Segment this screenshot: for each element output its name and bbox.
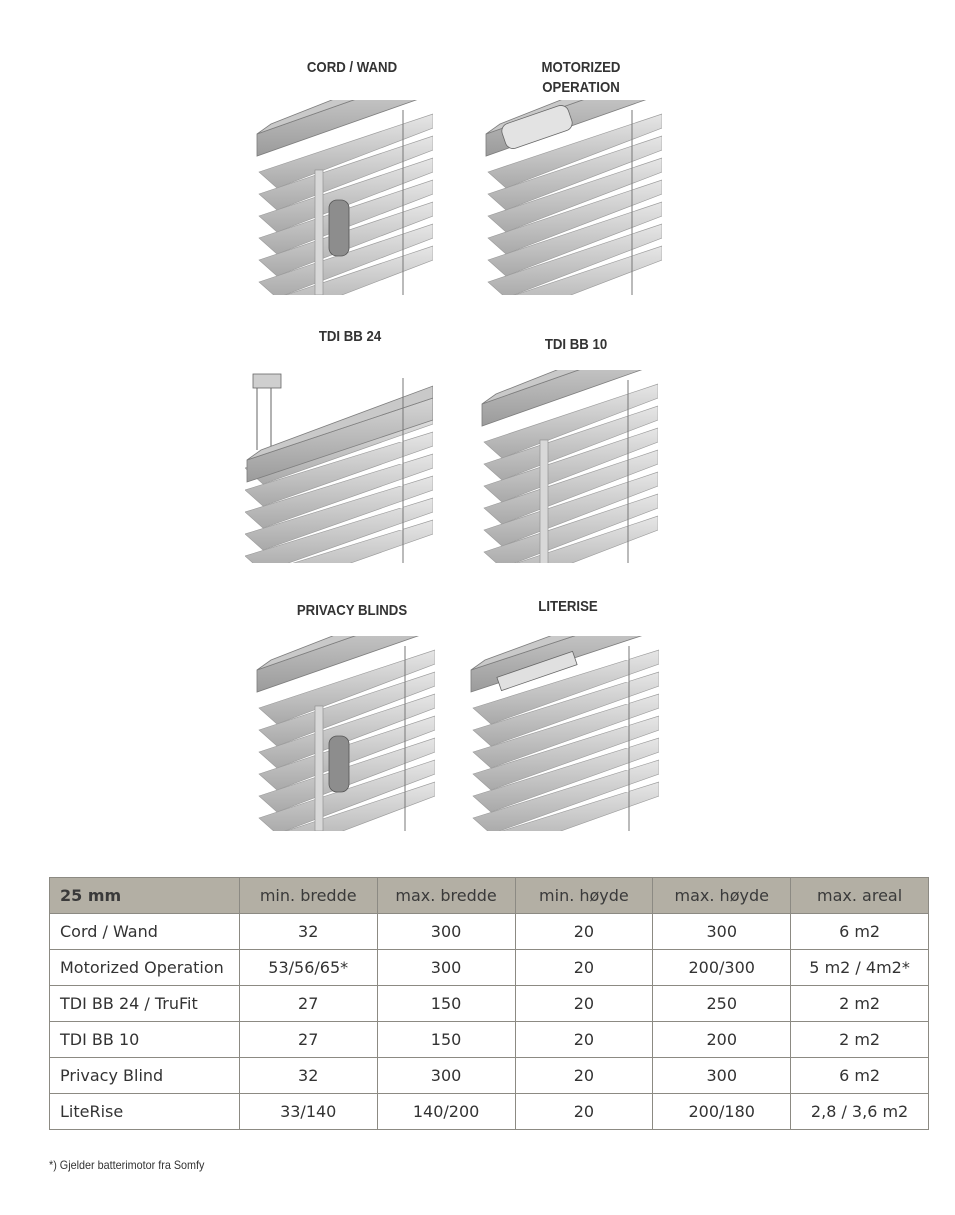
table-cell: 27 <box>239 1022 377 1058</box>
label-privacy-blinds: PRIVACY BLINDS <box>296 602 408 619</box>
ladder-hole <box>626 232 632 234</box>
table-cell: 200/180 <box>653 1094 791 1130</box>
header-cell: max. bredde <box>377 878 515 914</box>
table-cell: Privacy Blind <box>50 1058 240 1094</box>
ladder-hole <box>623 702 629 704</box>
ladder-hole <box>623 724 629 726</box>
table-header-row <box>50 878 929 914</box>
table-cell: 300 <box>653 1058 791 1094</box>
label-cord-wand: CORD / WAND <box>306 59 398 76</box>
ladder-hole <box>397 254 403 256</box>
ladder-hole <box>397 232 403 234</box>
table-cell: 300 <box>377 914 515 950</box>
ladder-hole <box>399 658 405 660</box>
ladder-hole <box>622 436 628 438</box>
table-cell: 32 <box>239 914 377 950</box>
ladder-hole <box>399 768 405 770</box>
ladder-hole <box>626 166 632 168</box>
table-cell: 20 <box>515 914 653 950</box>
header-cell: max. areal <box>791 878 929 914</box>
table-cell: TDI BB 10 <box>50 1022 240 1058</box>
ladder-hole <box>623 658 629 660</box>
table-cell: 300 <box>377 1058 515 1094</box>
table-cell: 6 m2 <box>791 914 929 950</box>
table-cell: 2 m2 <box>791 1022 929 1058</box>
table-cell: 32 <box>239 1058 377 1094</box>
table-row <box>50 1058 929 1094</box>
table-cell: 2,8 / 3,6 m2 <box>791 1094 929 1130</box>
ladder-hole <box>622 524 628 526</box>
ladder-hole <box>397 122 403 124</box>
label-tdi-bb-10: TDI BB 10 <box>544 336 608 353</box>
table-cell: 33/140 <box>239 1094 377 1130</box>
header-cell: max. høyde <box>653 878 791 914</box>
literise-blind-illustration <box>467 636 659 831</box>
table-row <box>50 1022 929 1058</box>
table-cell: 27 <box>239 986 377 1022</box>
ladder-hole <box>623 768 629 770</box>
header-cell: min. bredde <box>239 878 377 914</box>
table-cell: Cord / Wand <box>50 914 240 950</box>
ladder-hole <box>626 188 632 190</box>
ladder-hole <box>397 440 403 442</box>
ladder-hole <box>399 724 405 726</box>
header-cell: min. høyde <box>515 878 653 914</box>
ladder-hole <box>399 680 405 682</box>
table-row <box>50 950 929 986</box>
tdi-bb-24-blind-illustration <box>245 368 433 563</box>
wand <box>540 440 548 563</box>
ladder-hole <box>397 188 403 190</box>
table-cell: 20 <box>515 1022 653 1058</box>
table-cell: 20 <box>515 1058 653 1094</box>
table-cell: 53/56/65* <box>239 950 377 986</box>
table-cell: 150 <box>377 986 515 1022</box>
ladder-hole <box>399 702 405 704</box>
wand <box>315 170 323 295</box>
table-cell: 200 <box>653 1022 791 1058</box>
table-cell: 6 m2 <box>791 1058 929 1094</box>
table-cell: LiteRise <box>50 1094 240 1130</box>
table-cell: 250 <box>653 986 791 1022</box>
ladder-hole <box>622 392 628 394</box>
ladder-hole <box>399 746 405 748</box>
table-cell: TDI BB 24 / TruFit <box>50 986 240 1022</box>
label-motorized-operation: MOTORIZED OPERATION <box>541 59 621 96</box>
bracket <box>253 374 281 388</box>
ladder-hole <box>623 790 629 792</box>
ladder-hole <box>626 210 632 212</box>
tdi-bb-10-blind-illustration <box>478 370 658 563</box>
table-cell: 20 <box>515 1094 653 1130</box>
spec-table <box>49 877 929 1130</box>
table-cell: 5 m2 / 4m2* <box>791 950 929 986</box>
wand <box>315 706 323 831</box>
header-cell: 25 mm <box>50 878 240 914</box>
table-row <box>50 1094 929 1130</box>
table-cell: 2 m2 <box>791 986 929 1022</box>
ladder-hole <box>397 484 403 486</box>
ladder-hole <box>397 462 403 464</box>
motorized-blind-illustration <box>482 100 662 295</box>
ladder-hole <box>397 210 403 212</box>
table-cell: 200/300 <box>653 950 791 986</box>
ladder-hole <box>622 502 628 504</box>
cord-weight <box>329 736 349 792</box>
ladder-hole <box>623 746 629 748</box>
cord-weight <box>329 200 349 256</box>
label-tdi-bb-24: TDI BB 24 <box>318 328 382 345</box>
table-cell: 300 <box>377 950 515 986</box>
table-cell: 20 <box>515 950 653 986</box>
table-cell: 20 <box>515 986 653 1022</box>
ladder-hole <box>622 480 628 482</box>
table-row <box>50 986 929 1022</box>
table-row <box>50 914 929 950</box>
cord-wand-blind-illustration <box>253 100 433 295</box>
label-literise: LITERISE <box>538 598 598 615</box>
ladder-hole <box>626 254 632 256</box>
ladder-hole <box>626 144 632 146</box>
ladder-hole <box>397 166 403 168</box>
ladder-hole <box>399 790 405 792</box>
ladder-hole <box>397 528 403 530</box>
ladder-hole <box>397 506 403 508</box>
table-cell: 140/200 <box>377 1094 515 1130</box>
ladder-hole <box>397 144 403 146</box>
table-cell: 300 <box>653 914 791 950</box>
table-cell: 150 <box>377 1022 515 1058</box>
ladder-hole <box>622 458 628 460</box>
ladder-hole <box>626 122 632 124</box>
footnote: *) Gjelder batterimotor fra Somfy <box>49 1158 205 1172</box>
ladder-hole <box>623 680 629 682</box>
ladder-hole <box>622 414 628 416</box>
table-cell: Motorized Operation <box>50 950 240 986</box>
privacy-blind-illustration <box>253 636 435 831</box>
